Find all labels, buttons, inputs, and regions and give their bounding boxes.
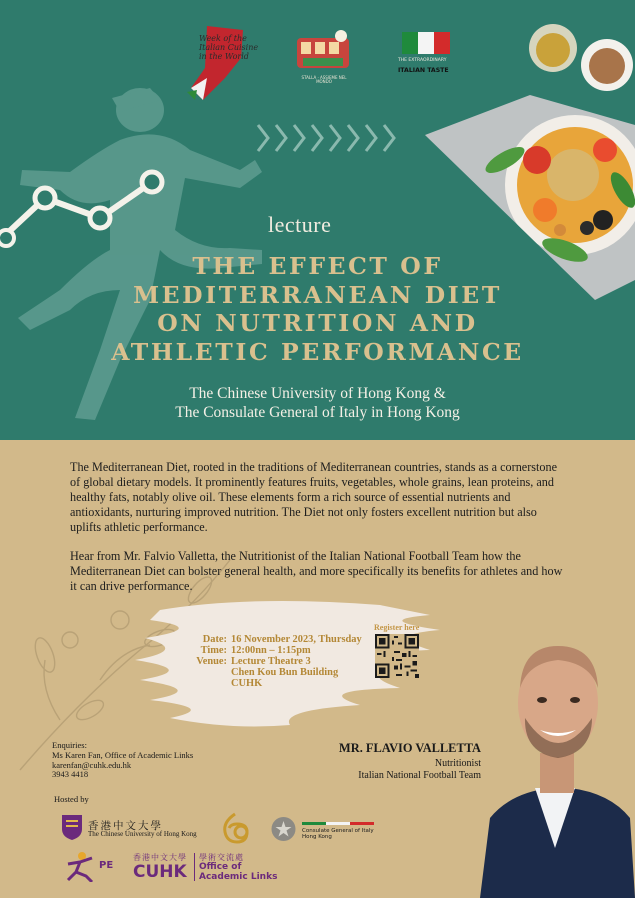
lecture-heading: lecture bbox=[268, 212, 332, 237]
enquiries-label: Enquiries: bbox=[52, 740, 87, 750]
date-label: Date: bbox=[202, 634, 227, 645]
week-logo-text: Week of the Italian Cuisine in the World bbox=[199, 34, 259, 61]
oal-divider bbox=[194, 853, 195, 881]
time-label: Time: bbox=[200, 645, 227, 656]
italiano-logo bbox=[293, 28, 353, 84]
consulate-line-1: Consulate General of Italy bbox=[302, 828, 374, 834]
title-line-4: ATHLETIC PERFORMANCE bbox=[111, 337, 524, 366]
oal-cuhk-english: CUHK bbox=[133, 862, 187, 882]
event-details bbox=[193, 634, 362, 689]
title-line-3: ON NUTRITION AND bbox=[157, 309, 478, 337]
event-title bbox=[40, 252, 595, 366]
oal-chinese-name: 學術交流處 bbox=[199, 853, 244, 862]
cuhk-english-name: The Chinese University of Hong Kong bbox=[88, 830, 197, 838]
oal-english-line-2: Academic Links bbox=[199, 872, 278, 882]
italian-republic-emblem-icon bbox=[270, 815, 297, 845]
date-value: 16 November 2023, Thursday bbox=[231, 634, 362, 645]
time-value: 12:00nn – 1:15pm bbox=[231, 645, 311, 656]
week-italian-cuisine-logo bbox=[185, 18, 259, 100]
cuhk-chinese-name: 香港中文大學 bbox=[88, 820, 163, 832]
subtitle-line-1: The Chinese University of Hong Kong & bbox=[189, 385, 446, 402]
enquiries-block bbox=[52, 741, 193, 780]
subtitle-line-2: The Consulate General of Italy in Hong Kong bbox=[175, 404, 460, 421]
taste-logo-line1: THE EXTRAORDINARY bbox=[398, 58, 447, 63]
speaker-portrait bbox=[480, 618, 635, 898]
registration-qr-code[interactable] bbox=[375, 634, 419, 678]
consulate-flag-stripe bbox=[302, 822, 374, 825]
taste-logo-line2: ITALIAN TASTE bbox=[398, 67, 449, 74]
pe-figure-icon bbox=[62, 850, 98, 882]
organisers-subtitle bbox=[60, 384, 575, 422]
cuhk-60th-anniversary-icon bbox=[221, 812, 251, 844]
oal-english-line-1: Office of bbox=[199, 862, 242, 872]
diet-description-paragraph: The Mediterranean Diet, rooted in the traditions of Mediterranean countries, stands as a cornerstone of global dietary models. It prominently features fruits, vegetables, whole grains, lean proteins, and healthy fats, notably olive oil. These elements form a rich source of essential nutrients and antioxidants, nurturing improved nutrition. The Diet not only fosters excellent nutrition but also uplifts athletic performance. bbox=[70, 460, 557, 534]
title-line-1: THE EFFECT OF bbox=[192, 252, 443, 280]
oal-english-name bbox=[199, 862, 277, 882]
venue-line-2: Chen Kou Bun Building bbox=[231, 667, 339, 678]
colosseum-icon bbox=[293, 28, 353, 76]
title-line-2: MEDITERRANEAN DIET bbox=[133, 280, 502, 309]
venue-label: Venue: bbox=[196, 656, 227, 667]
consulate-line-2: Hong Kong bbox=[302, 834, 332, 840]
venue-line-1: Lecture Theatre 3 bbox=[231, 656, 311, 667]
enquiries-phone: 3943 4418 bbox=[52, 769, 89, 780]
enquiries-email[interactable]: karenfan@cuhk.edu.hk bbox=[52, 759, 132, 770]
speaker-name: MR. FLAVIO VALLETTA bbox=[339, 741, 481, 755]
consulate-logo-text bbox=[302, 828, 382, 840]
speaker-intro-paragraph: Hear from Mr. Falvio Valletta, the Nutritionist of the Italian National Football Team how the Mediterranean Diet can bolster general health, and more specifically its benefits for athletes and how it can drive performance. bbox=[70, 549, 563, 593]
italiano-logo-caption: STALLA · ASSIEME NEL MONDO bbox=[301, 75, 347, 84]
pe-label: PE bbox=[99, 860, 114, 871]
header-section bbox=[0, 0, 635, 440]
cuhk-crest-icon bbox=[60, 813, 84, 841]
venue-line-3: CUHK bbox=[231, 678, 263, 689]
hosted-by-label: Hosted by bbox=[54, 794, 89, 804]
speaker-role-line-2: Italian National Football Team bbox=[358, 769, 481, 781]
enquiries-contact: Ms Karen Fan, Office of Academic Links bbox=[52, 749, 194, 760]
speaker-role-line-1: Nutritionist bbox=[434, 758, 481, 769]
speaker-role bbox=[313, 758, 481, 781]
register-label: Register here bbox=[374, 623, 420, 632]
oal-cuhk-chinese: 香港中文大學 bbox=[133, 853, 187, 862]
